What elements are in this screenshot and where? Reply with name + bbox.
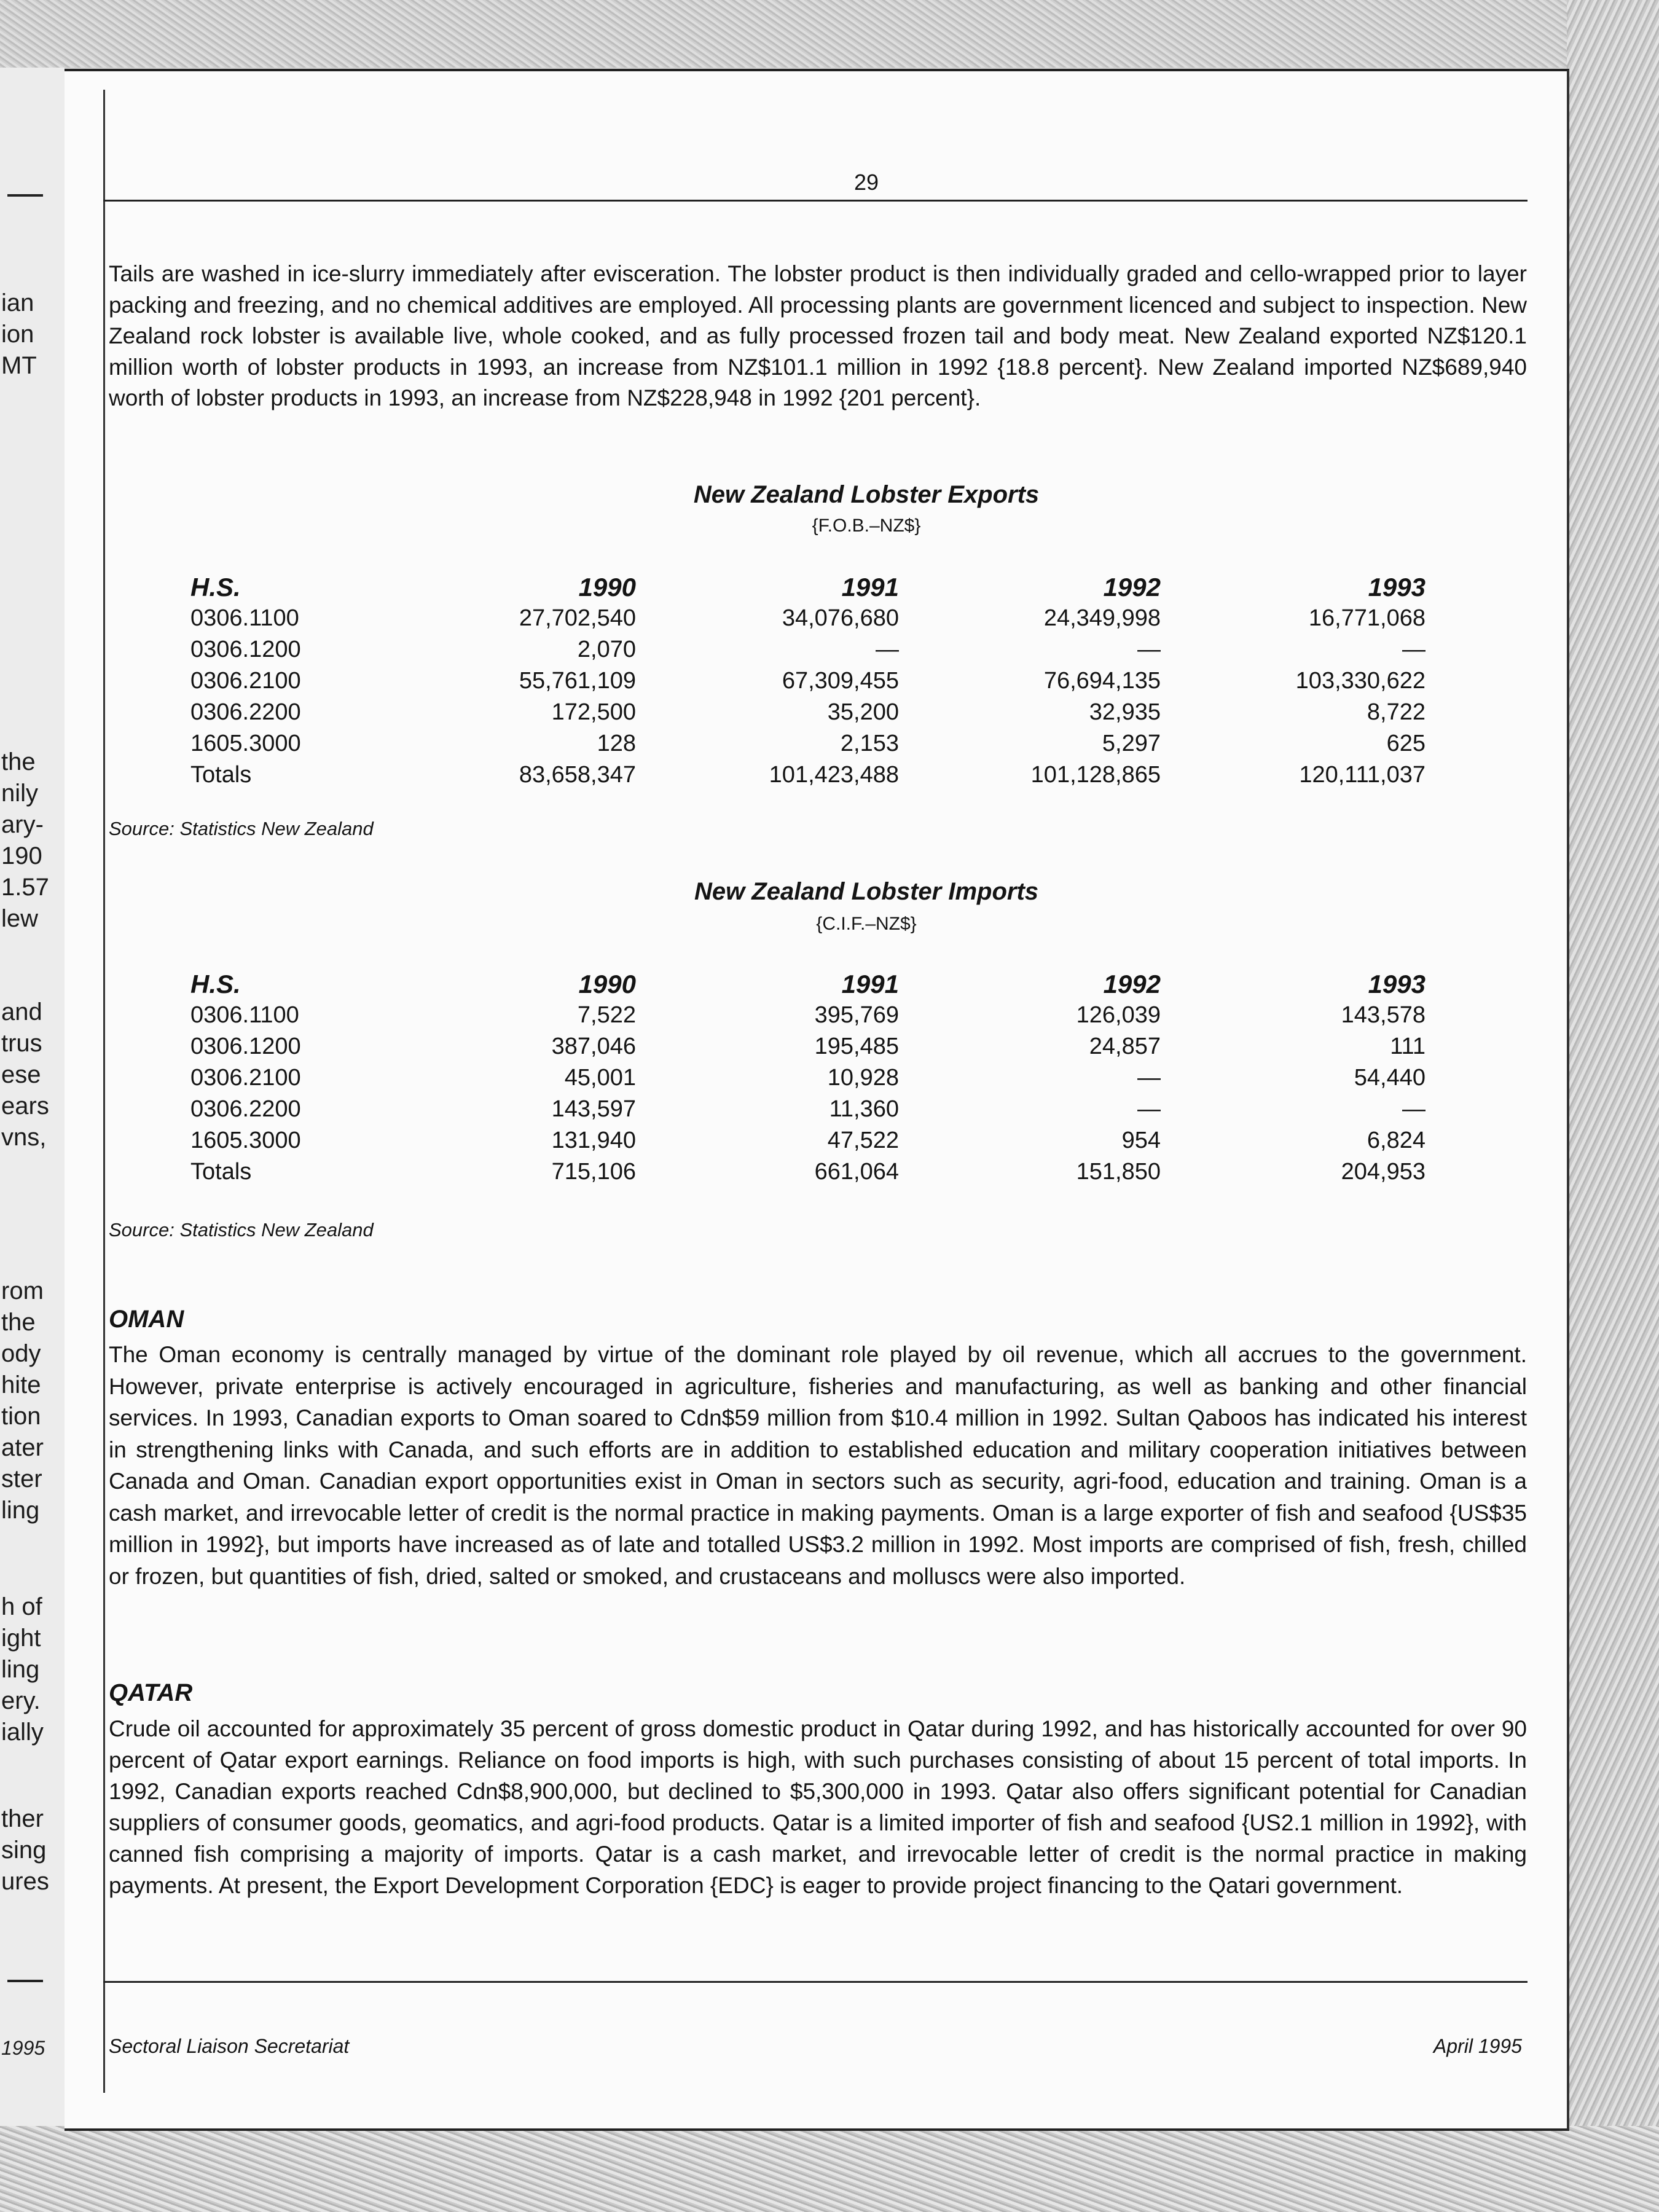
- table-row: [190, 1000, 1426, 1031]
- table-header-row: [190, 571, 1426, 603]
- margin-word: tion: [1, 1403, 41, 1430]
- table-cell: 32,935: [1089, 699, 1161, 725]
- binding-margin-line: [103, 90, 105, 2093]
- table-cell: 111: [1390, 1033, 1426, 1059]
- margin-fragment-group-3: [1, 997, 60, 1153]
- table-cell: —: [1402, 1096, 1426, 1122]
- table-cell: 5,297: [1102, 731, 1161, 756]
- exports-source-note: Source: Statistics New Zealand: [109, 818, 374, 839]
- margin-fragment-group-1: [1, 288, 60, 382]
- table-cell: 2,070: [577, 637, 636, 662]
- margin-fragment-group-6: [1, 1803, 60, 1897]
- table-cell: 715,106: [551, 1159, 636, 1185]
- column-header: 1991: [841, 572, 899, 602]
- table-row: [190, 603, 1426, 634]
- margin-word: ese: [1, 1061, 41, 1088]
- table-row: [190, 1031, 1426, 1062]
- table-cell: 0306.2200: [190, 699, 301, 725]
- column-header: 1990: [578, 969, 636, 998]
- table-cell: 16,771,068: [1308, 605, 1426, 631]
- margin-word: MT: [1, 352, 37, 379]
- imports-table-title: New Zealand Lobster Imports: [694, 878, 1039, 905]
- table-cell: —: [876, 637, 899, 662]
- table-cell: Totals: [190, 762, 252, 788]
- table-cell: 7,522: [577, 1002, 636, 1028]
- table-cell: 11,360: [829, 1096, 899, 1122]
- margin-word: and: [1, 998, 42, 1026]
- margin-word: ster: [1, 1465, 42, 1492]
- table-cell: 195,485: [814, 1033, 899, 1059]
- table-cell: 143,597: [551, 1096, 636, 1122]
- margin-word: hite: [1, 1371, 41, 1398]
- table-cell: 387,046: [551, 1033, 636, 1059]
- table-cell: 131,940: [551, 1128, 636, 1153]
- column-header: H.S.: [190, 572, 241, 602]
- column-header: 1992: [1103, 572, 1161, 602]
- table-cell: 128: [597, 731, 636, 756]
- table-cell: 8,722: [1367, 699, 1426, 725]
- margin-word: ery.: [1, 1687, 41, 1714]
- table-cell: 55,761,109: [519, 668, 636, 694]
- footer-date: April 1995: [1433, 2035, 1522, 2057]
- table-cell: 34,076,680: [782, 605, 899, 631]
- scan-noise-bottom: [0, 2126, 1659, 2212]
- margin-fragment-group-2: [1, 747, 60, 935]
- table-cell: 101,423,488: [769, 762, 899, 788]
- margin-word: ling: [1, 1497, 40, 1524]
- footer-publisher: Sectoral Liaison Secretariat: [109, 2035, 350, 2057]
- margin-word: ary-: [1, 811, 44, 838]
- table-cell: 103,330,622: [1295, 668, 1426, 694]
- margin-word: ody: [1, 1340, 41, 1367]
- table-totals-row: [190, 759, 1426, 791]
- table-cell: 395,769: [814, 1002, 899, 1028]
- table-cell: —: [1402, 637, 1426, 662]
- margin-word: ther: [1, 1805, 44, 1832]
- table-cell: 0306.2100: [190, 668, 301, 694]
- oman-paragraph: The Oman economy is centrally managed by virtue of the dominant role played by oil revenue, which all accrues to the government. However, private enterprise is actively encouraged in agriculture, fisheries and manufacturing, as well as banking and other financial services. In 1993, Canadian exports to Oman soared to Cdn$59 million from $10.4 million in 1992. Sultan Qaboos has indicated his interest in strengthening links with Canada, and such efforts are in addition to established education and military cooperation initiatives between Canada and Oman. Canadian export opportunities exist in Oman in sectors such as security, agri-food, education and training. Oman is a cash market, and irrevocable letter of credit is the normal practice in making payments. Oman is a large exporter of fish and seafood {US$35 million in 1992}, but imports have increased as of late and totalled US$3.2 million in 1992. Most imports are comprised of fish, fresh, chilled or frozen, but quantities of fish, dried, salted or smoked, and crustaceans and molluscs were also imported.: [109, 1342, 1527, 1589]
- table-cell: 1605.3000: [190, 1128, 301, 1153]
- margin-word: rom: [1, 1277, 44, 1304]
- exports-table-subtitle: {F.O.B.–NZ$}: [812, 516, 921, 536]
- table-cell: 204,953: [1341, 1159, 1426, 1185]
- table-cell: 143,578: [1341, 1002, 1426, 1028]
- oman-heading: OMAN: [109, 1306, 184, 1333]
- table-cell: 0306.1200: [190, 637, 301, 662]
- table-row: [190, 634, 1426, 665]
- imports-table-subtitle: {C.I.F.–NZ$}: [816, 914, 917, 934]
- margin-word: the: [1, 748, 36, 775]
- margin-word: 1.57: [1, 874, 49, 901]
- page-number: 29: [853, 170, 879, 195]
- margin-fragment-group-4: [1, 1276, 60, 1526]
- table-header-row: [190, 968, 1426, 1000]
- column-header: 1993: [1368, 572, 1426, 602]
- table-cell: 47,522: [827, 1128, 899, 1153]
- margin-word: ight: [1, 1625, 41, 1652]
- margin-word: ures: [1, 1868, 49, 1895]
- header-rule: [103, 200, 1528, 202]
- table-cell: 0306.1100: [190, 1002, 299, 1028]
- table-cell: 126,039: [1076, 1002, 1161, 1028]
- table-cell: 661,064: [814, 1159, 899, 1185]
- table-row: [190, 1094, 1426, 1125]
- table-cell: 0306.1100: [190, 605, 299, 631]
- table-cell: 24,349,998: [1043, 605, 1161, 631]
- margin-word: h of: [1, 1593, 42, 1620]
- imports-table: [190, 968, 1426, 1188]
- table-cell: 101,128,865: [1030, 762, 1161, 788]
- table-row: [190, 665, 1426, 697]
- column-header: 1990: [578, 572, 636, 602]
- margin-word: the: [1, 1309, 36, 1336]
- table-cell: 76,694,135: [1043, 668, 1161, 694]
- table-cell: 0306.2100: [190, 1065, 301, 1091]
- table-cell: 1605.3000: [190, 731, 301, 756]
- table-cell: 83,658,347: [519, 762, 636, 788]
- margin-word: lew: [1, 905, 39, 932]
- table-cell: 10,928: [827, 1065, 899, 1091]
- table-cell: 67,309,455: [782, 668, 899, 694]
- margin-footer-year: 1995: [1, 2037, 45, 2059]
- table-row: [190, 728, 1426, 759]
- intro-paragraph: Tails are washed in ice-slurry immediately after evisceration. The lobster product is then individually graded and cello-wrapped prior to layer packing and freezing, and no chemical additives are employed. All processing plants are government licenced and subject to inspection. New Zealand rock lobster is available live, whole cooked, and as fully processed frozen tail and body meat. New Zealand exported NZ$120.1 million worth of lobster products in 1993, an increase from NZ$101.1 million in 1992 {18.8 percent}. New Zealand imported NZ$689,940 worth of lobster products in 1993, an increase from NZ$228,948 in 1992 {201 percent}.: [109, 261, 1527, 411]
- table-cell: 35,200: [827, 699, 899, 725]
- table-cell: 954: [1121, 1128, 1161, 1153]
- margin-word: ears: [1, 1092, 49, 1120]
- table-cell: 625: [1386, 731, 1426, 756]
- table-row: [190, 1125, 1426, 1156]
- column-header: 1991: [841, 969, 899, 998]
- table-cell: 151,850: [1076, 1159, 1161, 1185]
- margin-word: ater: [1, 1434, 44, 1461]
- imports-source-note: Source: Statistics New Zealand: [109, 1219, 374, 1241]
- table-cell: 6,824: [1367, 1128, 1426, 1153]
- qatar-paragraph: Crude oil accounted for approximately 35 percent of gross domestic product in Qatar during 1992, and has historically accounted for over 90 percent of Qatar export earnings. Reliance on food imports is high, with such purchases consisting of about 15 percent of total imports. In 1992, Canadian exports reached Cdn$8,900,000, but declined to $5,300,000 in 1993. Qatar also offers significant potential for Canadian suppliers of consumer goods, geomatics, and agri-food products. Qatar is a limited importer of fish and seafood {US2.1 million in 1992}, with canned fish comprising a majority of imports. Qatar is a cash market, and irrevocable letter of credit is the normal practice in making payments. At present, the Export Development Corporation {EDC} is eager to provide project financing to the Qatari government.: [109, 1716, 1527, 1898]
- margin-word: ion: [1, 321, 34, 348]
- table-totals-row: [190, 1156, 1426, 1188]
- document-page: [65, 69, 1569, 2131]
- margin-word: ially: [1, 1719, 44, 1746]
- exports-table: [190, 571, 1426, 791]
- table-row: [190, 697, 1426, 728]
- column-header: H.S.: [190, 969, 241, 998]
- exports-table-title: New Zealand Lobster Exports: [693, 481, 1040, 508]
- margin-word: vns,: [1, 1124, 47, 1151]
- margin-word: 190: [1, 842, 42, 869]
- margin-dash-top: [7, 194, 43, 197]
- table-cell: 2,153: [840, 731, 899, 756]
- margin-fragment-group-5: [1, 1591, 60, 1748]
- margin-dash-bottom: [7, 1980, 43, 1982]
- table-cell: —: [1137, 1065, 1161, 1091]
- column-header: 1993: [1368, 969, 1426, 998]
- margin-word: sing: [1, 1837, 47, 1864]
- table-cell: 0306.1200: [190, 1033, 301, 1059]
- table-row: [190, 1062, 1426, 1094]
- table-cell: 24,857: [1089, 1033, 1161, 1059]
- margin-word: nily: [1, 780, 39, 807]
- table-cell: Totals: [190, 1159, 252, 1185]
- scan-noise-top: [0, 0, 1659, 68]
- table-cell: 172,500: [551, 699, 636, 725]
- table-cell: 27,702,540: [519, 605, 636, 631]
- table-cell: —: [1137, 637, 1161, 662]
- column-header: 1992: [1103, 969, 1161, 998]
- margin-word: ian: [1, 289, 34, 316]
- table-cell: 0306.2200: [190, 1096, 301, 1122]
- margin-word: trus: [1, 1030, 42, 1057]
- table-cell: 120,111,037: [1299, 762, 1426, 788]
- footer-rule: [103, 1981, 1528, 1983]
- scan-noise-right: [1567, 0, 1659, 2212]
- table-cell: —: [1137, 1096, 1161, 1122]
- table-cell: 45,001: [564, 1065, 636, 1091]
- margin-word: ling: [1, 1656, 40, 1683]
- table-cell: 54,440: [1354, 1065, 1426, 1091]
- qatar-heading: QATAR: [109, 1679, 193, 1706]
